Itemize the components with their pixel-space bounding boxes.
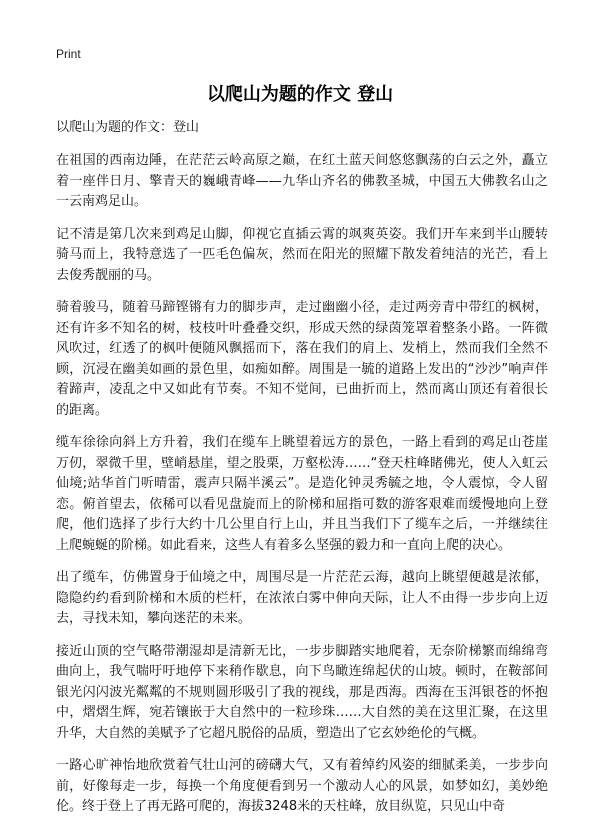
- paragraph-4: 缆车徐徐向斜上方升着，我们在缆车上眺望着远方的景色，一路上看到的鸡足山苍崖万仞，翠微千里，壁峭悬崖，望之股栗，万壑松涛……“登天柱峰睹佛光，使人入虹云仙境;站华首门听晴雷，震声只隔半溪云”。是造化钟灵秀毓之地，令人震惊，令人留恋。俯首望去，依稀可以看见盘旋而上的阶梯和屈指可数的游客艰难而缓慢地向上登爬，他们选择了步行大约十几公里自行上山，并且当我们下了缆车之后，一并继续往上爬蜿蜒的阶梯。如此看来，这些人有着多么坚强的毅力和一直向上爬的决心。: [56, 435, 548, 553]
- page-title: 以爬山为题的作文 登山: [206, 84, 394, 105]
- article-subtitle: 以爬山为题的作文：登山: [56, 120, 200, 135]
- paragraph-6: 接近山顶的空气略带潮湿却是清新无比，一步步脚踏实地爬着，无奈阶梯繁而绵绵弯曲向上，我气喘吁吁地停下来稍作歇息，向下鸟瞰连绵起伏的山坡。顿时，在鞍部间银光闪闪波光粼粼的不规则圆形吸引了我的视线，那是西海。西海在玉洱银苍的怀抱中，熠熠生辉，宛若镶嵌于大自然中的一粒珍珠……大自然的美在这里汇聚，在这里升华，大自然的美赋予了它超凡脱俗的品质，塑造出了它玄妙绝伦的气概。: [56, 643, 548, 741]
- paragraph-1: 在祖国的西南边陲，在茫茫云岭高原之巅，在红土蓝天间悠悠飘荡的白云之外，矗立着一座伴日月、擎青天的巍峨青峰——九华山齐名的佛教圣城，中国五大佛教名山之一云南鸡足山。: [56, 153, 548, 209]
- article-body: [56, 118, 548, 830]
- paragraph-3: 骑着骏马，随着马蹄铿锵有力的脚步声，走过幽幽小径，走过两旁青中带红的枫树，还有许多不知名的树，枝枝叶叶叠叠交织，形成天然的绿茵笼罩着整条小路。一阵微风吹过，红透了的枫叶便随风飘摇而下，落在我们的肩上、发梢上，然而我们全然不顾，沉浸在幽美如画的景色里，如痴如醉。周围是一毓的道路上发出的“沙沙”响声伴着蹄声，凌乱之中又如此有节奏。不知不觉间，已曲折而上，然而离山顶还有着很长的距离。: [56, 300, 548, 418]
- paragraph-5: 出了缆车，仿佛置身于仙境之中，周围尽是一片茫茫云海，越向上眺望便越是浓郁，隐隐约约看到阶梯和木质的栏杆，在浓浓白雾中伸向天际，让人不由得一步步向上迈去，寻找未知，攀向迷茫的未来。: [56, 570, 548, 626]
- print-link[interactable]: Print: [56, 47, 81, 61]
- paragraph-2: 记不清是第几次来到鸡足山脚，仰视它直插云霄的飒爽英姿。我们开车来到半山腰转骑马而上，我特意选了一匹毛色偏灰，然而在阳光的照耀下散发着纯洁的光芒，看上去俊秀靓丽的马。: [56, 226, 548, 283]
- paragraph-7: 一路心旷神怡地欣赏着气壮山河的磅礴大气，又有着绰约风姿的细腻柔美，一步步向前，好像每走一步，每换一个角度便看到另一个激动人心的风景，如梦如幻，美妙绝伦。终于登上了再无路可爬的，海拔3248米的天柱峰，放目纵览，只见山中奇: [56, 758, 548, 814]
